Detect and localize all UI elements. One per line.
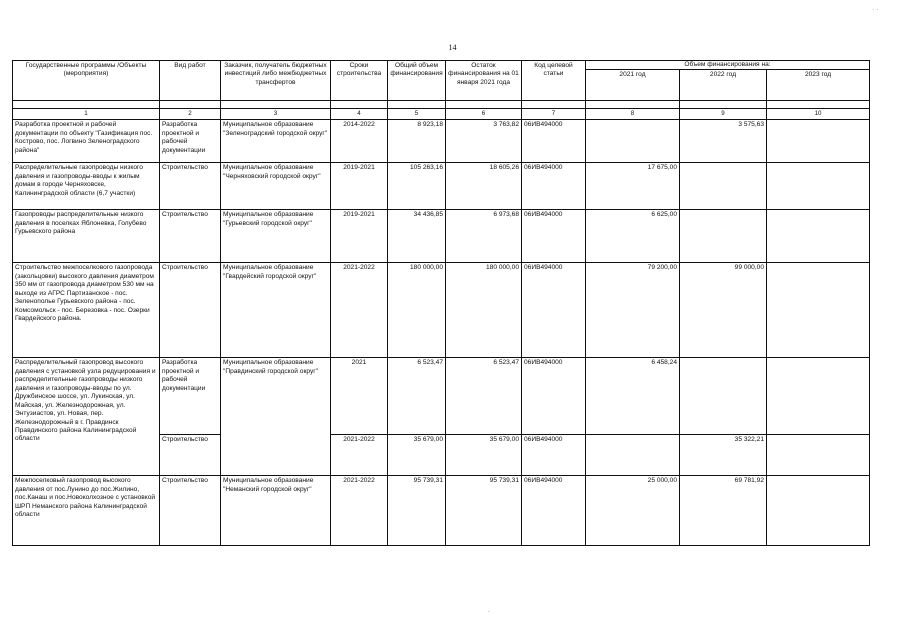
header-year-2022: 2022 год	[680, 70, 767, 101]
remaining-financing: 180 000,00	[446, 263, 522, 358]
work-type: Строительство	[160, 210, 221, 263]
construction-period: 2021-2022	[331, 263, 388, 358]
header-year-2023: 2023 год	[767, 70, 870, 101]
customer: Муниципальное образование "Черняховский городской округ"	[221, 163, 331, 210]
header-row	[13, 61, 870, 70]
construction-period: 2021	[331, 358, 388, 435]
funding-2022: 69 781,92	[680, 476, 767, 546]
table-row	[13, 358, 870, 435]
funding-2023	[767, 120, 870, 163]
funding-2023	[767, 476, 870, 546]
funding-2023	[767, 358, 870, 435]
total-financing: 105 263,16	[388, 163, 446, 210]
bottom-mark: .	[488, 606, 490, 614]
total-financing: 180 000,00	[388, 263, 446, 358]
remaining-financing: 95 739,31	[446, 476, 522, 546]
funding-2023	[767, 210, 870, 263]
funding-2022: 35 322,21	[680, 435, 767, 476]
construction-period: 2021-2022	[331, 476, 388, 546]
funding-table	[12, 60, 870, 546]
total-financing: 35 679,00	[388, 435, 446, 476]
column-number: 9	[680, 109, 767, 120]
work-type: Разработка проектной и рабочей документации	[160, 358, 221, 435]
work-type: Строительство	[160, 163, 221, 210]
object-name: Строительство межпоселкового газопровода (закольцовки) высокого давления диаметром 350 мм от газопровода диаметром 530 мм на выходе из АГРС Партизанское - пос. Зеленополье Гурьевского района - пос. Комсомольск - пос. Березовка - пос. Озерки Гвардейского района.	[13, 263, 160, 358]
remaining-financing: 6 973,68	[446, 210, 522, 263]
object-name: Распределительный газопровод высокого давления с установкой узла редуцирования и распределительные газопроводы низкого давления и газопроводы-вводы по ул. Дружбинское шоссе, ул. Лукинская, ул. Майская, ул. Железнодорожная, ул. Энтузиастов, ул. Новая, пер. Железнодорожный в г. Правдинск Правдинского района Калининградской области	[13, 358, 160, 476]
object-name: Распределительные газопроводы низкого давления и газопроводы-вводы к жилым домам в городе Черняховске, Калининградской области (6,7 участки)	[13, 163, 160, 210]
object-name: Разработка проектной и рабочей документации по объекту "Газификация пос. Кострово, пос. Логвино Зеленоградского района"	[13, 120, 160, 163]
table-row	[13, 163, 870, 210]
funding-2022: 99 000,00	[680, 263, 767, 358]
construction-period: 2021-2022	[331, 435, 388, 476]
object-name: Межпоселковый газопровод высокого давления от пос.Лунино до пос.Жилино, пос.Канаш и пос.Новоколхозное с установкой ШРП Неманского района Калининградской области	[13, 476, 160, 546]
table-row	[13, 210, 870, 263]
funding-2023	[767, 263, 870, 358]
funding-2022: 3 575,63	[680, 120, 767, 163]
work-type: Строительство	[160, 263, 221, 358]
funding-2022	[680, 210, 767, 263]
column-number: 10	[767, 109, 870, 120]
total-financing: 34 436,85	[388, 210, 446, 263]
funding-2021	[586, 435, 680, 476]
column-number: 8	[586, 109, 680, 120]
customer: Муниципальное образование "Гвардейский городской округ"	[221, 263, 331, 358]
target-code: 06ИВ494000	[522, 476, 586, 546]
header-customer: Заказчик, получатель бюджетных инвестиций либо межбюджетных трансфертов	[221, 61, 331, 101]
funding-2021: 6 458,24	[586, 358, 680, 435]
total-financing: 8 923,18	[388, 120, 446, 163]
customer: Муниципальное образование "Зеленоградский городской округ"	[221, 120, 331, 163]
table-row	[13, 476, 870, 546]
target-code: 06ИВ494000	[522, 120, 586, 163]
funding-2021: 25 000,00	[586, 476, 680, 546]
remaining-financing: 6 523,47	[446, 358, 522, 435]
page-number: 14	[448, 43, 457, 52]
total-financing: 95 739,31	[388, 476, 446, 546]
table-row	[13, 263, 870, 358]
work-type: Строительство	[160, 476, 221, 546]
header-work-type: Вид работ	[160, 61, 221, 101]
funding-2023	[767, 163, 870, 210]
funding-2023	[767, 435, 870, 476]
column-number: 4	[331, 109, 388, 120]
customer: Муниципальное образование "Неманский городской округ"	[221, 476, 331, 546]
target-code: 06ИВ494000	[522, 435, 586, 476]
header-code: Код целевой статьи	[522, 61, 586, 101]
column-number: 6	[446, 109, 522, 120]
total-financing: 6 523,47	[388, 358, 446, 435]
construction-period: 2014-2022	[331, 120, 388, 163]
header-remaining: Остаток финансирования на 01 января 2021 года	[446, 61, 522, 101]
funding-2022	[680, 358, 767, 435]
funding-2021: 17 675,00	[586, 163, 680, 210]
header-spacer-row	[13, 101, 870, 109]
column-numbers-row	[13, 109, 870, 120]
column-number: 3	[221, 109, 331, 120]
column-number: 7	[522, 109, 586, 120]
header-period: Сроки строительства	[331, 61, 388, 101]
work-type: Разработка проектной и рабочей документации	[160, 120, 221, 163]
header-total: Общий объем финансирования	[388, 61, 446, 101]
remaining-financing: 3 763,82	[446, 120, 522, 163]
column-number: 1	[13, 109, 160, 120]
object-name: Газопроводы распределительные низкого давления в поселках Яблоневка, Голубево Гурьевского района	[13, 210, 160, 263]
target-code: 06ИВ494000	[522, 263, 586, 358]
construction-period: 2019-2021	[331, 210, 388, 263]
column-number: 5	[388, 109, 446, 120]
funding-2021	[586, 120, 680, 163]
funding-2022	[680, 163, 767, 210]
header-year-2021: 2021 год	[586, 70, 680, 101]
table-row	[13, 120, 870, 163]
target-code: 06ИВ494000	[522, 358, 586, 435]
funding-2021: 6 625,00	[586, 210, 680, 263]
remaining-financing: 18 605,26	[446, 163, 522, 210]
customer: Муниципальное образование "Гурьевский городской округ"	[221, 210, 331, 263]
column-number: 2	[160, 109, 221, 120]
construction-period: 2019-2021	[331, 163, 388, 210]
work-type: Строительство	[160, 435, 221, 476]
customer: Муниципальное образование "Правдинский городской округ"	[221, 358, 331, 476]
target-code: 06ИВ494000	[522, 210, 586, 263]
header-objects: Государственные программы /Объекты (мероприятия)	[13, 61, 160, 101]
header-funding-group: Объем финансирования на:	[586, 61, 870, 70]
funding-2021: 79 200,00	[586, 263, 680, 358]
target-code: 06ИВ494000	[522, 163, 586, 210]
stray-mark: ˙ ˙	[872, 8, 879, 16]
remaining-financing: 35 679,00	[446, 435, 522, 476]
